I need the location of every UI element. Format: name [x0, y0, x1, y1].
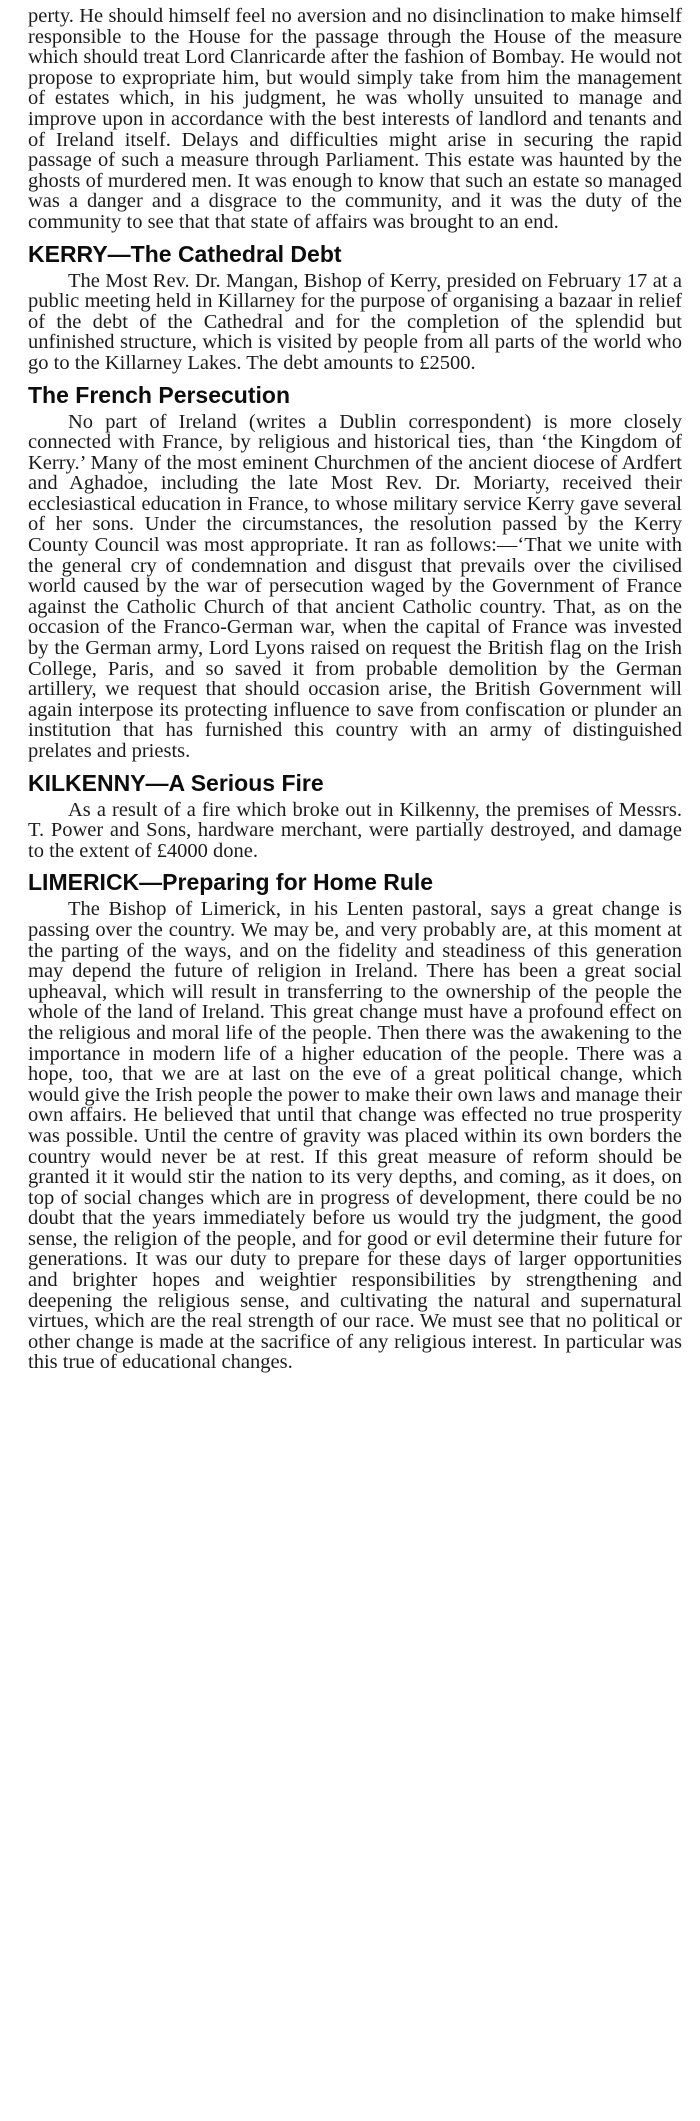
section-kerry-cathedral-debt — [28, 241, 682, 374]
section-french-persecution — [28, 382, 682, 762]
section-body: As a result of a fire which broke out in Kilkenny, the premises of Messrs. T. Power and Sons, hardware merchant, were partially destroyed, and damage to the extent of £4000 done. — [28, 798, 682, 862]
article-continuation-paragraph: perty. He should himself feel no aversion and no disinclination to make himself responsible to the House for the passage through the House of the measure which should treat Lord Clanricarde after the fashion of Bombay. He would not propose to expropriate him, but would simply take from him the management of estates which, in his judgment, he was wholly unsuited to manage and improve upon in accordance with the best interests of landlord and tenants and of Ireland itself. Delays and difficulties might arise in securing the rapid passage of such a measure through Parliament. This estate was haunted by the ghosts of murdered men. It was enough to know that such an estate so managed was a danger and a disgrace to the community, and it was the duty of the community to see that that state of affairs was brought to an end. — [28, 5, 682, 233]
section-heading: KILKENNY—A Serious Fire — [28, 769, 324, 796]
section-heading: The French Persecution — [28, 381, 291, 408]
newspaper-column — [28, 6, 682, 1373]
section-heading: LIMERICK—Preparing for Home Rule — [28, 869, 434, 896]
section-heading: KERRY—The Cathedral Debt — [28, 240, 342, 267]
section-body: No part of Ireland (writes a Dublin correspondent) is more closely connected with France, by religious and historical ties, than ‘the Kingdom of Kerry.’ Many of the most eminent Churchmen of the ancient diocese of Ardfert and Aghadoe, including the late Most Rev. Dr. Moriarty, received their ecclesiastical education in France, to whose military service Kerry gave several of her sons. Under the circumstances, the resolution passed by the Kerry County Council was most appropriate. It ran as follows:—‘That we unite with the general cry of condemnation and disgust that prevails over the civilised world caused by the war of persecution waged by the Government of France against the Catholic Church of that ancient Catholic country. That, as on the occasion of the Franco-German war, when the capital of France was invested by the German army, Lord Lyons raised on request the British flag on the Irish College, Paris, and so saved it from probable demolition by the German artillery, we request that should occasion arise, the British Government will again interpose its protecting influence to save from confiscation or plunder an institution that has furnished this country with an army of distinguished prelates and priests. — [28, 410, 682, 762]
section-kilkenny-fire — [28, 770, 682, 862]
section-body: The Bishop of Limerick, in his Lenten pastoral, says a great change is passing over the country. We may be, and very probably are, at this moment at the parting of the ways, and on the fidelity and steadiness of this generation may depend the future of religion in Ireland. There has been a great social upheaval, which will result in transferring to the ownership of the people the whole of the land of Ireland. This great change must have a profound effect on the religious and moral life of the people. Then there was the awakening to the importance in modern life of a higher education of the people. There was a hope, too, that we are at last on the eve of a great political change, which would give the Irish people the power to make their own laws and manage their own affairs. He believed that until that change was effected no true prosperity was possible. Until the centre of gravity was placed within its own borders the country would never be at rest. If this great measure of reform should be granted it it would stir the nation to its very depths, and coming, as it does, on top of social changes which are in progress of development, there could be no doubt that the years immediately before us would try the judgment, the good sense, the religion of the people, and for good or evil determine their future for generations. It was our duty to prepare for these days of larger opportunities and brighter hopes and weightier responsibilities by strengthening and deepening the religious sense, and cultivating the natural and supernatural virtues, which are the real strength of our race. We must see that no political or other change is made at the sacrifice of any religious interest. In particular was this true of educational changes. — [28, 898, 682, 1374]
section-body: The Most Rev. Dr. Mangan, Bishop of Kerry, presided on February 17 at a public meeting held in Killarney for the purpose of organising a bazaar in relief of the debt of the Cathedral and for the completion of the splendid but unfinished structure, which is visited by people from all parts of the world who go to the Killarney Lakes. The debt amounts to £2500. — [28, 269, 682, 374]
section-limerick-home-rule — [28, 869, 682, 1373]
